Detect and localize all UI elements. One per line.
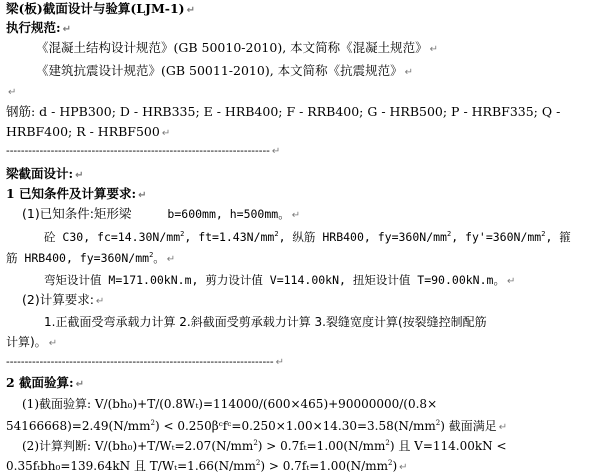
- paragraph-mark: ↵: [186, 5, 195, 16]
- code-seismic: 《建筑抗震设计规范》(GB 50011-2010), 本文简称《抗震规范》 ↵: [36, 63, 414, 78]
- rebar-legend-line2: HRBF400; R - HRBF500 ↵: [6, 124, 171, 139]
- section-check-line2: $54166668)=2.49(N/mm^2)$ < $0.250\beta ᶜfᶜ=0.250\times 1.00\times 14.30=3.58(N/mm^2)$ 截面满足 ↵: [6, 419, 508, 433]
- exec-heading: 执行规范: ↵: [6, 20, 72, 35]
- design-loads: 弯矩设计值 M=171.00kN.m, 剪力设计值 V=114.00kN, 扭矩设计值 T=90.00kN.m。 ↵: [44, 273, 516, 287]
- section-check-line1: (1)截面验算: V/(bh₀)+T/(0.8Wₜ)=114000/(600×465)+90000000/(0.8×: [22, 397, 438, 411]
- material-line2: 筋 HRB400, $fy=360N/mm^2$。 ↵: [6, 251, 176, 265]
- requirements-items-line1: 1.正截面受弯承载力计算 2.斜截面受剪承载力计算 3.裂缝宽度计算(按裂缝控制配筋: [44, 315, 487, 329]
- judgement-line1: (2)计算判断: $V/(bh_0)+T/W_t=2.07(N/mm^2) > 0.7f_t=1.00(N/mm^2)$ 且 V=114.00kN <: [22, 439, 507, 453]
- rebar-legend-line1: 钢筋: d - HPB300; D - HRB335; E - HRB400; F - RRB400; G - HRB500; P - HRBF335; Q -: [6, 104, 561, 119]
- doc-title: 梁(板)截面设计与验算(LJM-1) ↵: [6, 1, 195, 16]
- known-conditions: (1)已知条件:矩形梁 b=600mm, h=500mm。 ↵: [22, 206, 301, 221]
- material-line1: 砼 C30, $fc=14.30N/mm^2$, $ft=1.43N/mm^2$, 纵筋 HRB400, $fy=360N/mm^2$, $fy'=360N/mm^2$, 箍: [44, 230, 571, 244]
- divider-dashes-1: ----------------------------------------------------------------------- ↵: [6, 144, 281, 157]
- blank-paragraph: ↵: [8, 87, 17, 98]
- requirements-items-line2: 计算)。 ↵: [6, 335, 58, 349]
- beam-heading: 梁截面设计: ↵: [6, 166, 84, 181]
- requirements-label: (2)计算要求: ↵: [22, 292, 105, 307]
- section2-heading: 2 截面验算: ↵: [6, 375, 85, 390]
- divider-dashes-2: ------------------------------------------------------------------------ ↵: [6, 355, 284, 368]
- section1-heading: 1 已知条件及计算要求: ↵: [6, 186, 147, 201]
- judgement-line2: 0.35fₜbh₀=139.64kN 且 $T/W_t=1.66(N/mm^2) > 0.7f_t=1.00(N/mm^2)$ ↵: [6, 459, 408, 473]
- code-concrete: 《混凝土结构设计规范》(GB 50010-2010), 本文简称《混凝土规范》 ↵: [36, 40, 439, 55]
